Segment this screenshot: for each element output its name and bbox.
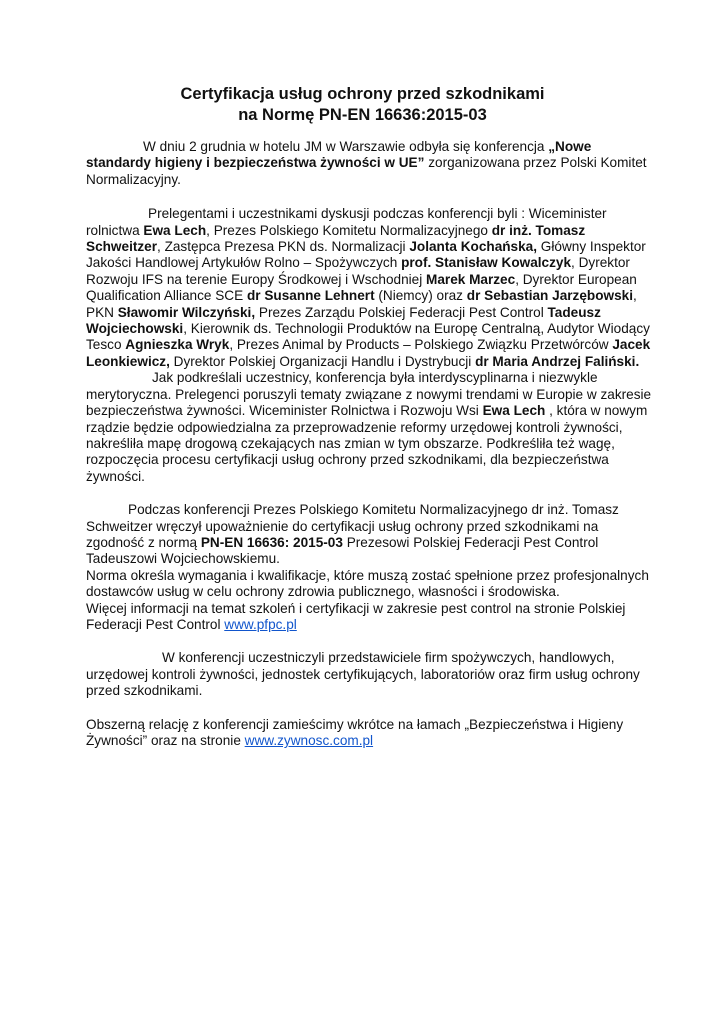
paragraph-authorization [86, 502, 654, 568]
speaker-name: dr Susanne Lehnert [246, 288, 375, 304]
speakers-text: , Dyrektor European Qualification Alliance SCE [86, 271, 637, 304]
speaker-name: dr Sebastian Jarzębowski [466, 288, 633, 304]
speakers-text: , Dyrektor Rozwoju IFS na terenie Europy Środkowej i Wschodniej [86, 255, 630, 287]
speaker-name: Agnieszka Wryk [125, 337, 230, 353]
speakers-text: Dyrektor Polskiej Organizacji Handlu i Dystrybucji [169, 353, 476, 369]
speaker-name: Jolanta Kochańska, [409, 239, 538, 255]
speaker-name: dr inż. Tomasz Schweitzer [86, 222, 586, 255]
report-text: Obszerną relację z konferencji zamieścimy wkrótce na łamach „Bezpieczeństwa i Higieny Żywności” oraz na stronie [86, 716, 624, 748]
zywnosc-link[interactable]: www.zywnosc.com.pl [244, 733, 374, 748]
paragraph-speakers [86, 206, 654, 370]
speakers-text: , Zastępca Prezesa PKN ds. Normalizacji [157, 239, 410, 255]
speakers-text: , Prezes Polskiego Komitetu Normalizacyjnego [206, 222, 492, 238]
speaker-name: prof. Stanisław Kowalczyk [401, 255, 572, 271]
speaker-name: Jacek Leonkiewicz, [86, 337, 651, 369]
speakers-text: , Prezes Animal by Products – Polskiego Związku Przetwórców [229, 337, 613, 353]
spacer [86, 188, 654, 206]
speakers-text: (Niemcy) oraz [374, 288, 467, 304]
speaker-name: dr Maria Andrzej Faliński. [475, 353, 640, 369]
title-line-2: na Normę PN-EN 16636:2015-03 [238, 106, 487, 124]
norm-scope-text: Norma określa wymagania i kwalifikacje, które muszą zostać spełnione przez profesjonalnych dostawców usług w celu ochrony zdrowia publicznego, własności i środowiska. [86, 567, 649, 600]
spacer [86, 633, 654, 650]
speaker-name: Ewa Lech [482, 403, 546, 419]
speakers-text: Prezes Zarządu Polskiej Federacji Pest Control [255, 304, 548, 320]
speakers-text: Główny Inspektor Jakości Handlowej Artykułów Rolno – Spożywczych [86, 239, 646, 271]
more-info-text: Więcej informacji na temat szkoleń i certyfikacji w zakresie pest control na stronie Polskiej Federacji Pest Control [86, 600, 626, 632]
intro-text-1: W dniu 2 grudnia w hotelu JM w Warszawie odbyła się konferencja [143, 139, 549, 154]
document-title [0, 84, 725, 126]
speaker-name: Marek Marzec [426, 271, 516, 287]
conference-name: „Nowe standardy higieny i bezpieczeństwa żywności w UE” [86, 139, 592, 171]
spacer [86, 485, 654, 502]
speaker-name: Ewa Lech [143, 222, 207, 238]
title-line-1: Certyfikacja usług ochrony przed szkodnikami [180, 85, 545, 103]
pfpc-link[interactable]: www.pfpc.pl [224, 616, 297, 632]
paragraph-summary [86, 370, 654, 485]
speaker-name: Tadeusz Wojciechowski [86, 304, 601, 337]
summary-text: Jak podkreślali uczestnicy, konferencja była interdyscyplinarna i niezwykle merytoryczna. Prelegenci poruszyli tematy związane z nowymi trendami w Europie w zakresie bezpieczeństwa żywności. Wiceminister Rolnictwa i Rozwoju Wsi [86, 370, 652, 419]
speakers-text: , Kierownik ds. Technologii Produktów na Europę Centralną, Audytor Wiodący Tesco [86, 321, 650, 353]
authorization-text: Prezesowi Polskiej Federacji Pest Control Tadeuszowi Wojciechowskiemu. [86, 534, 599, 567]
participants-text: W konferencji uczestniczyli przedstawiciele firm spożywczych, handlowych, urzędowej kontroli żywności, jednostek certyfikujących, laboratoriów oraz firm usług ochrony przed szkodnikami. [86, 650, 640, 699]
paragraph-more-info [86, 601, 654, 634]
document-body [86, 139, 654, 749]
speakers-text: Prelegentami i uczestnikami dyskusji podczas konferencji byli : Wiceminister rolnictwa [86, 206, 607, 238]
paragraph-report [86, 717, 654, 750]
speaker-name: Sławomir Wilczyński, [117, 304, 256, 320]
norm-number: PN-EN 16636: 2015-03 [200, 534, 343, 550]
spacer [86, 700, 654, 717]
paragraph-norm-scope [86, 568, 654, 601]
intro-text-2: zorganizowana przez Polski Komitet Normalizacyjny. [86, 155, 647, 187]
summary-text: , która w nowym rządzie będzie odpowiedzialna za przeprowadzenie reformy urzędowej kontroli żywności, nakreśliła mapę drogową czekających nas zmian w tym obszarze. Podkreśliła też wagę, rozpoczęcia procesu certyfikacji usług ochrony przed szkodnikami, dla bezpieczeństwa żywności. [86, 403, 648, 484]
speakers-text: , PKN [86, 288, 637, 320]
paragraph-intro [86, 139, 654, 188]
authorization-text: Podczas konferencji Prezes Polskiego Komitetu Normalizacyjnego dr inż. Tomasz Schweitzer wręczył upoważnienie do certyfikacji usług ochrony przed szkodnikami na zgodność z normą [86, 502, 619, 550]
paragraph-participants [86, 650, 654, 699]
